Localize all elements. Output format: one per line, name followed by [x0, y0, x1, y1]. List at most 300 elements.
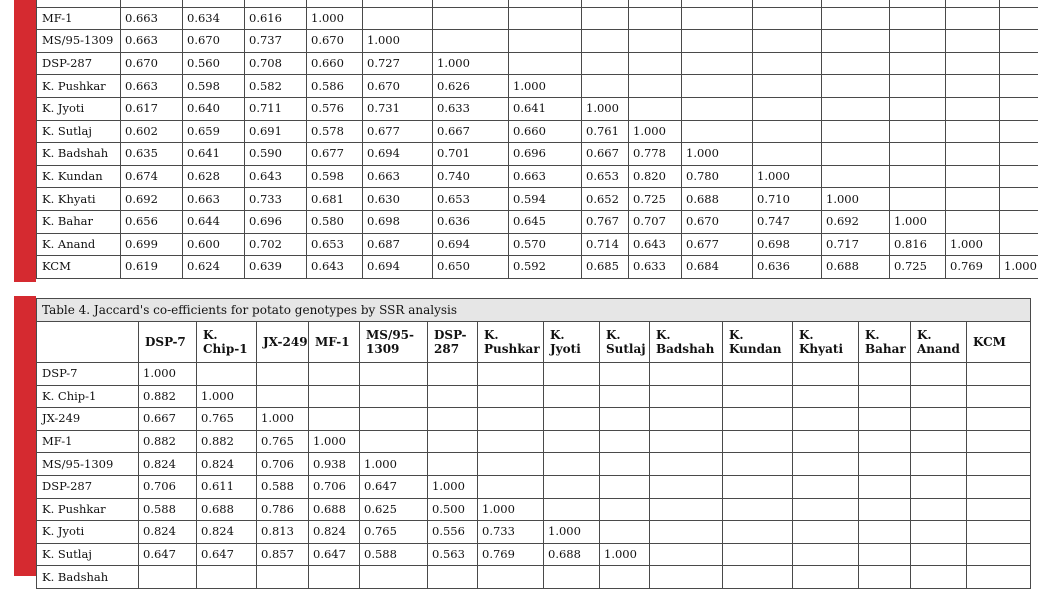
coefficient-cell [509, 30, 582, 53]
coefficient-cell [946, 188, 1000, 211]
coefficient-cell: 0.594 [509, 188, 582, 211]
row-label: DSP-287 [37, 52, 121, 75]
coefficient-cell [946, 165, 1000, 188]
coefficient-cell [1000, 52, 1038, 75]
coefficient-cell [650, 363, 723, 386]
row-label: DSP-287 [37, 475, 139, 498]
coefficient-cell [793, 521, 859, 544]
coefficient-cell: 0.701 [433, 143, 509, 166]
coefficient-cell: 0.725 [629, 188, 682, 211]
coefficient-cell [723, 385, 793, 408]
table-row [37, 210, 1038, 233]
coefficient-cell: 0.824 [139, 453, 197, 476]
table-row [37, 0, 1038, 7]
coefficient-cell: 0.656 [121, 210, 183, 233]
coefficient-cell [859, 498, 911, 521]
row-label: MF-1 [37, 7, 121, 30]
coefficient-cell: 0.640 [183, 97, 245, 120]
coefficient-cell: 0.725 [890, 256, 946, 279]
coefficient-cell: 0.563 [428, 543, 478, 566]
table-row [37, 75, 1038, 98]
coefficient-cell [682, 120, 753, 143]
coefficient-cell [544, 430, 600, 453]
coefficient-cell: 1.000 [1000, 256, 1038, 279]
coefficient-cell [307, 0, 363, 7]
column-header: K. Chip-1 [197, 322, 257, 363]
coefficient-cell: 0.696 [245, 210, 307, 233]
coefficient-cell [946, 97, 1000, 120]
coefficient-cell [309, 566, 360, 589]
coefficient-cell: 0.653 [582, 165, 629, 188]
table-bottom-body [37, 363, 1031, 589]
coefficient-cell: 0.677 [307, 143, 363, 166]
coefficient-cell [723, 521, 793, 544]
coefficient-cell: 0.670 [121, 52, 183, 75]
coefficient-cell [793, 385, 859, 408]
coefficient-cell: 0.769 [478, 543, 544, 566]
coefficient-cell: 0.882 [197, 430, 257, 453]
coefficient-cell: 1.000 [433, 52, 509, 75]
coefficient-cell [478, 453, 544, 476]
coefficient-cell [257, 363, 309, 386]
coefficient-cell [946, 75, 1000, 98]
coefficient-cell [723, 543, 793, 566]
coefficient-cell [967, 475, 1031, 498]
row-label: K. Jyoti [37, 521, 139, 544]
coefficient-cell: 0.647 [197, 543, 257, 566]
coefficient-cell [946, 30, 1000, 53]
coefficient-cell: 0.882 [139, 385, 197, 408]
coefficient-cell: 0.602 [121, 120, 183, 143]
coefficient-cell [793, 543, 859, 566]
table-row [37, 30, 1038, 53]
coefficient-cell [890, 75, 946, 98]
coefficient-cell [911, 521, 967, 544]
coefficient-cell: 0.684 [682, 256, 753, 279]
coefficient-cell: 0.500 [428, 498, 478, 521]
coefficient-cell: 0.765 [257, 430, 309, 453]
coefficient-cell [433, 7, 509, 30]
table-row [37, 543, 1031, 566]
coefficient-cell [544, 385, 600, 408]
coefficient-cell [600, 408, 650, 431]
coefficient-cell [650, 430, 723, 453]
column-header: K. Badshah [650, 322, 723, 363]
row-label [37, 0, 121, 7]
coefficient-cell: 0.645 [509, 210, 582, 233]
column-header: MS/95-1309 [360, 322, 428, 363]
coefficient-cell: 0.598 [307, 165, 363, 188]
coefficient-cell: 0.647 [360, 475, 428, 498]
coefficient-cell [257, 385, 309, 408]
coefficient-cell [360, 566, 428, 589]
coefficient-cell: 0.624 [183, 256, 245, 279]
coefficient-cell: 0.706 [257, 453, 309, 476]
coefficient-cell [890, 0, 946, 7]
coefficient-cell [753, 0, 822, 7]
accent-bar-top [14, 0, 36, 282]
coefficient-cell [600, 475, 650, 498]
coefficient-cell [753, 52, 822, 75]
coefficient-cell: 0.694 [363, 143, 433, 166]
coefficient-cell: 0.634 [183, 7, 245, 30]
coefficient-cell [600, 453, 650, 476]
coefficient-cell: 0.694 [433, 233, 509, 256]
coefficient-cell [890, 97, 946, 120]
coefficient-cell [793, 430, 859, 453]
coefficient-cell [859, 453, 911, 476]
coefficient-cell [682, 75, 753, 98]
coefficient-cell [363, 0, 433, 7]
row-label: JX-249 [37, 408, 139, 431]
row-label: K. Pushkar [37, 75, 121, 98]
coefficient-cell [544, 363, 600, 386]
coefficient-cell: 0.717 [822, 233, 890, 256]
table-top-body [37, 0, 1038, 278]
coefficient-cell [890, 165, 946, 188]
coefficient-cell [946, 0, 1000, 7]
coefficient-cell [859, 566, 911, 589]
coefficient-cell [967, 521, 1031, 544]
coefficient-cell [723, 363, 793, 386]
coefficient-cell [822, 75, 890, 98]
coefficient-cell: 0.643 [307, 256, 363, 279]
coefficient-cell: 1.000 [890, 210, 946, 233]
coefficient-cell: 0.663 [121, 7, 183, 30]
coefficient-cell: 0.882 [139, 430, 197, 453]
coefficient-cell: 0.619 [121, 256, 183, 279]
coefficient-cell: 0.786 [257, 498, 309, 521]
coefficient-cell: 0.582 [245, 75, 307, 98]
coefficient-cell [890, 188, 946, 211]
coefficient-cell: 0.706 [139, 475, 197, 498]
coefficient-cell [859, 543, 911, 566]
coefficient-cell [121, 0, 183, 7]
coefficient-cell: 0.639 [245, 256, 307, 279]
coefficient-cell [1000, 0, 1038, 7]
coefficient-cell: 0.652 [582, 188, 629, 211]
table-caption: Table 4. Jaccard's co-efficients for potato genotypes by SSR analysis [37, 299, 1031, 322]
table-row [37, 363, 1031, 386]
coefficient-cell [428, 430, 478, 453]
coefficient-cell [600, 385, 650, 408]
coefficient-cell: 0.677 [682, 233, 753, 256]
coefficient-cell: 0.667 [139, 408, 197, 431]
column-header: DSP-7 [139, 322, 197, 363]
coefficient-cell [967, 453, 1031, 476]
jaccard-table [36, 298, 1031, 589]
coefficient-cell: 0.765 [360, 521, 428, 544]
column-header: K. Kundan [723, 322, 793, 363]
coefficient-cell: 0.824 [197, 453, 257, 476]
coefficient-cell [183, 0, 245, 7]
coefficient-cell [360, 385, 428, 408]
coefficient-cell: 0.635 [121, 143, 183, 166]
coefficient-cell: 0.692 [822, 210, 890, 233]
coefficient-cell [723, 453, 793, 476]
column-header: K. Jyoti [544, 322, 600, 363]
coefficient-cell: 0.698 [753, 233, 822, 256]
row-label: K. Badshah [37, 566, 139, 589]
coefficient-cell: 0.647 [309, 543, 360, 566]
coefficient-cell [911, 408, 967, 431]
row-label: MS/95-1309 [37, 30, 121, 53]
coefficient-cell [509, 0, 582, 7]
table-row [37, 566, 1031, 589]
coefficient-cell: 0.660 [509, 120, 582, 143]
coefficient-cell [890, 143, 946, 166]
coefficient-cell [582, 0, 629, 7]
coefficient-cell [822, 30, 890, 53]
coefficient-cell: 1.000 [307, 7, 363, 30]
coefficient-cell: 0.687 [363, 233, 433, 256]
coefficient-cell [629, 30, 682, 53]
coefficient-cell: 1.000 [363, 30, 433, 53]
coefficient-cell: 0.633 [629, 256, 682, 279]
coefficient-cell: 1.000 [822, 188, 890, 211]
column-header: K. Bahar [859, 322, 911, 363]
coefficient-cell [1000, 233, 1038, 256]
coefficient-cell: 1.000 [139, 363, 197, 386]
coefficient-cell [1000, 7, 1038, 30]
coefficient-cell [629, 97, 682, 120]
table-row [37, 52, 1038, 75]
coefficient-cell: 0.769 [946, 256, 1000, 279]
coefficient-cell: 0.708 [245, 52, 307, 75]
coefficient-cell [946, 143, 1000, 166]
coefficient-cell [629, 7, 682, 30]
coefficient-cell: 1.000 [629, 120, 682, 143]
table-row [37, 498, 1031, 521]
column-header: DSP-287 [428, 322, 478, 363]
coefficient-cell [753, 75, 822, 98]
coefficient-cell: 0.641 [183, 143, 245, 166]
coefficient-cell: 0.824 [309, 521, 360, 544]
coefficient-cell [478, 408, 544, 431]
coefficient-cell: 0.628 [183, 165, 245, 188]
row-label: K. Pushkar [37, 498, 139, 521]
coefficient-cell [911, 363, 967, 386]
coefficient-cell: 0.586 [307, 75, 363, 98]
coefficient-cell [600, 521, 650, 544]
coefficient-cell [822, 7, 890, 30]
coefficient-cell: 0.659 [183, 120, 245, 143]
coefficient-cell [890, 52, 946, 75]
row-label: MF-1 [37, 430, 139, 453]
coefficient-cell [428, 566, 478, 589]
coefficient-cell: 0.820 [629, 165, 682, 188]
coefficient-cell [911, 453, 967, 476]
coefficient-cell [682, 30, 753, 53]
coefficient-cell: 0.688 [822, 256, 890, 279]
coefficient-cell: 1.000 [582, 97, 629, 120]
coefficient-cell: 0.670 [363, 75, 433, 98]
coefficient-cell [682, 52, 753, 75]
coefficient-cell: 0.570 [509, 233, 582, 256]
coefficient-cell: 0.667 [433, 120, 509, 143]
coefficient-cell [1000, 165, 1038, 188]
coefficient-cell: 0.727 [363, 52, 433, 75]
coefficient-cell: 0.636 [753, 256, 822, 279]
coefficient-cell: 0.625 [360, 498, 428, 521]
coefficient-cell: 0.576 [307, 97, 363, 120]
coefficient-cell: 0.688 [197, 498, 257, 521]
coefficient-cell: 0.706 [309, 475, 360, 498]
coefficient-cell [822, 97, 890, 120]
coefficient-cell [911, 566, 967, 589]
coefficient-cell: 0.740 [433, 165, 509, 188]
coefficient-cell: 0.653 [433, 188, 509, 211]
coefficient-cell [682, 7, 753, 30]
coefficient-cell [478, 385, 544, 408]
row-label: KCM [37, 256, 121, 279]
coefficient-cell [946, 7, 1000, 30]
row-label: MS/95-1309 [37, 453, 139, 476]
row-label: DSP-7 [37, 363, 139, 386]
coefficient-cell [967, 363, 1031, 386]
coefficient-cell [967, 498, 1031, 521]
coefficient-cell: 1.000 [197, 385, 257, 408]
coefficient-cell: 0.691 [245, 120, 307, 143]
coefficient-cell: 0.685 [582, 256, 629, 279]
column-header: K. Pushkar [478, 322, 544, 363]
row-label: K. Jyoti [37, 97, 121, 120]
coefficient-cell: 1.000 [753, 165, 822, 188]
coefficient-cell [753, 97, 822, 120]
coefficient-cell: 0.600 [183, 233, 245, 256]
coefficient-cell [723, 498, 793, 521]
coefficient-cell: 0.688 [682, 188, 753, 211]
coefficient-cell [967, 408, 1031, 431]
coefficient-cell [600, 430, 650, 453]
coefficient-cell: 0.590 [245, 143, 307, 166]
coefficient-cell [544, 498, 600, 521]
table-row [37, 188, 1038, 211]
coefficient-cell [600, 363, 650, 386]
coefficient-cell: 0.647 [139, 543, 197, 566]
row-label: K. Sutlaj [37, 120, 121, 143]
coefficient-cell: 0.824 [139, 521, 197, 544]
coefficient-cell [822, 165, 890, 188]
coefficient-cell [629, 52, 682, 75]
coefficient-cell [753, 120, 822, 143]
coefficient-cell: 0.670 [682, 210, 753, 233]
coefficient-cell [1000, 75, 1038, 98]
coefficient-cell [1000, 143, 1038, 166]
coefficient-cell [911, 430, 967, 453]
coefficient-cell [433, 30, 509, 53]
row-label: K. Anand [37, 233, 121, 256]
coefficient-cell [478, 430, 544, 453]
coefficient-cell [582, 7, 629, 30]
row-label: K. Sutlaj [37, 543, 139, 566]
coefficient-cell [650, 498, 723, 521]
coefficient-cell: 0.670 [307, 30, 363, 53]
coefficient-cell: 0.670 [183, 30, 245, 53]
column-header: JX-249 [257, 322, 309, 363]
coefficient-cell [544, 408, 600, 431]
coefficient-cell: 0.688 [309, 498, 360, 521]
coefficient-cell [478, 363, 544, 386]
coefficient-cell: 0.626 [433, 75, 509, 98]
header-corner [37, 322, 139, 363]
coefficient-cell: 0.780 [682, 165, 753, 188]
coefficient-cell: 0.592 [509, 256, 582, 279]
table-row [37, 7, 1038, 30]
row-label: K. Chip-1 [37, 385, 139, 408]
coefficient-cell: 0.663 [121, 30, 183, 53]
coefficient-cell: 0.677 [363, 120, 433, 143]
coefficient-cell: 0.663 [363, 165, 433, 188]
coefficient-cell: 0.816 [890, 233, 946, 256]
coefficient-cell [363, 7, 433, 30]
coefficient-cell: 0.747 [753, 210, 822, 233]
coefficient-cell: 0.588 [257, 475, 309, 498]
coefficient-cell [822, 120, 890, 143]
coefficient-cell: 0.663 [183, 188, 245, 211]
coefficient-cell: 1.000 [544, 521, 600, 544]
coefficient-cell [946, 120, 1000, 143]
coefficient-cell [309, 385, 360, 408]
coefficient-cell [509, 52, 582, 75]
coefficient-cell [650, 475, 723, 498]
row-label: K. Badshah [37, 143, 121, 166]
coefficient-cell: 0.644 [183, 210, 245, 233]
row-label: K. Kundan [37, 165, 121, 188]
row-label: K. Bahar [37, 210, 121, 233]
coefficient-cell: 0.643 [245, 165, 307, 188]
coefficient-cell: 0.630 [363, 188, 433, 211]
coefficient-cell [582, 52, 629, 75]
coefficient-cell: 0.588 [139, 498, 197, 521]
accent-bar-bottom [14, 296, 36, 576]
coefficient-cell: 0.616 [245, 7, 307, 30]
coefficient-cell [723, 566, 793, 589]
coefficient-cell [682, 97, 753, 120]
coefficient-cell [822, 143, 890, 166]
coefficient-cell: 0.588 [360, 543, 428, 566]
coefficient-cell [197, 363, 257, 386]
table-row [37, 475, 1031, 498]
coefficient-cell: 0.714 [582, 233, 629, 256]
coefficient-cell: 0.663 [509, 165, 582, 188]
coefficient-cell: 0.611 [197, 475, 257, 498]
table-row [37, 430, 1031, 453]
column-header: K. Sutlaj [600, 322, 650, 363]
coefficient-cell: 0.737 [245, 30, 307, 53]
coefficient-cell [360, 430, 428, 453]
table-row [37, 120, 1038, 143]
coefficient-cell: 0.617 [121, 97, 183, 120]
coefficient-cell: 0.560 [183, 52, 245, 75]
coefficient-cell: 0.761 [582, 120, 629, 143]
coefficient-cell [257, 566, 309, 589]
coefficient-cell: 0.710 [753, 188, 822, 211]
coefficient-cell: 1.000 [309, 430, 360, 453]
coefficient-cell [793, 408, 859, 431]
coefficient-cell: 0.633 [433, 97, 509, 120]
coefficient-cell [650, 543, 723, 566]
coefficient-cell [793, 498, 859, 521]
coefficient-cell [650, 521, 723, 544]
table-row [37, 97, 1038, 120]
column-header: K. Khyati [793, 322, 859, 363]
coefficient-cell [890, 30, 946, 53]
coefficient-cell [723, 430, 793, 453]
coefficient-cell [309, 408, 360, 431]
coefficient-cell [1000, 210, 1038, 233]
coefficient-cell [822, 52, 890, 75]
